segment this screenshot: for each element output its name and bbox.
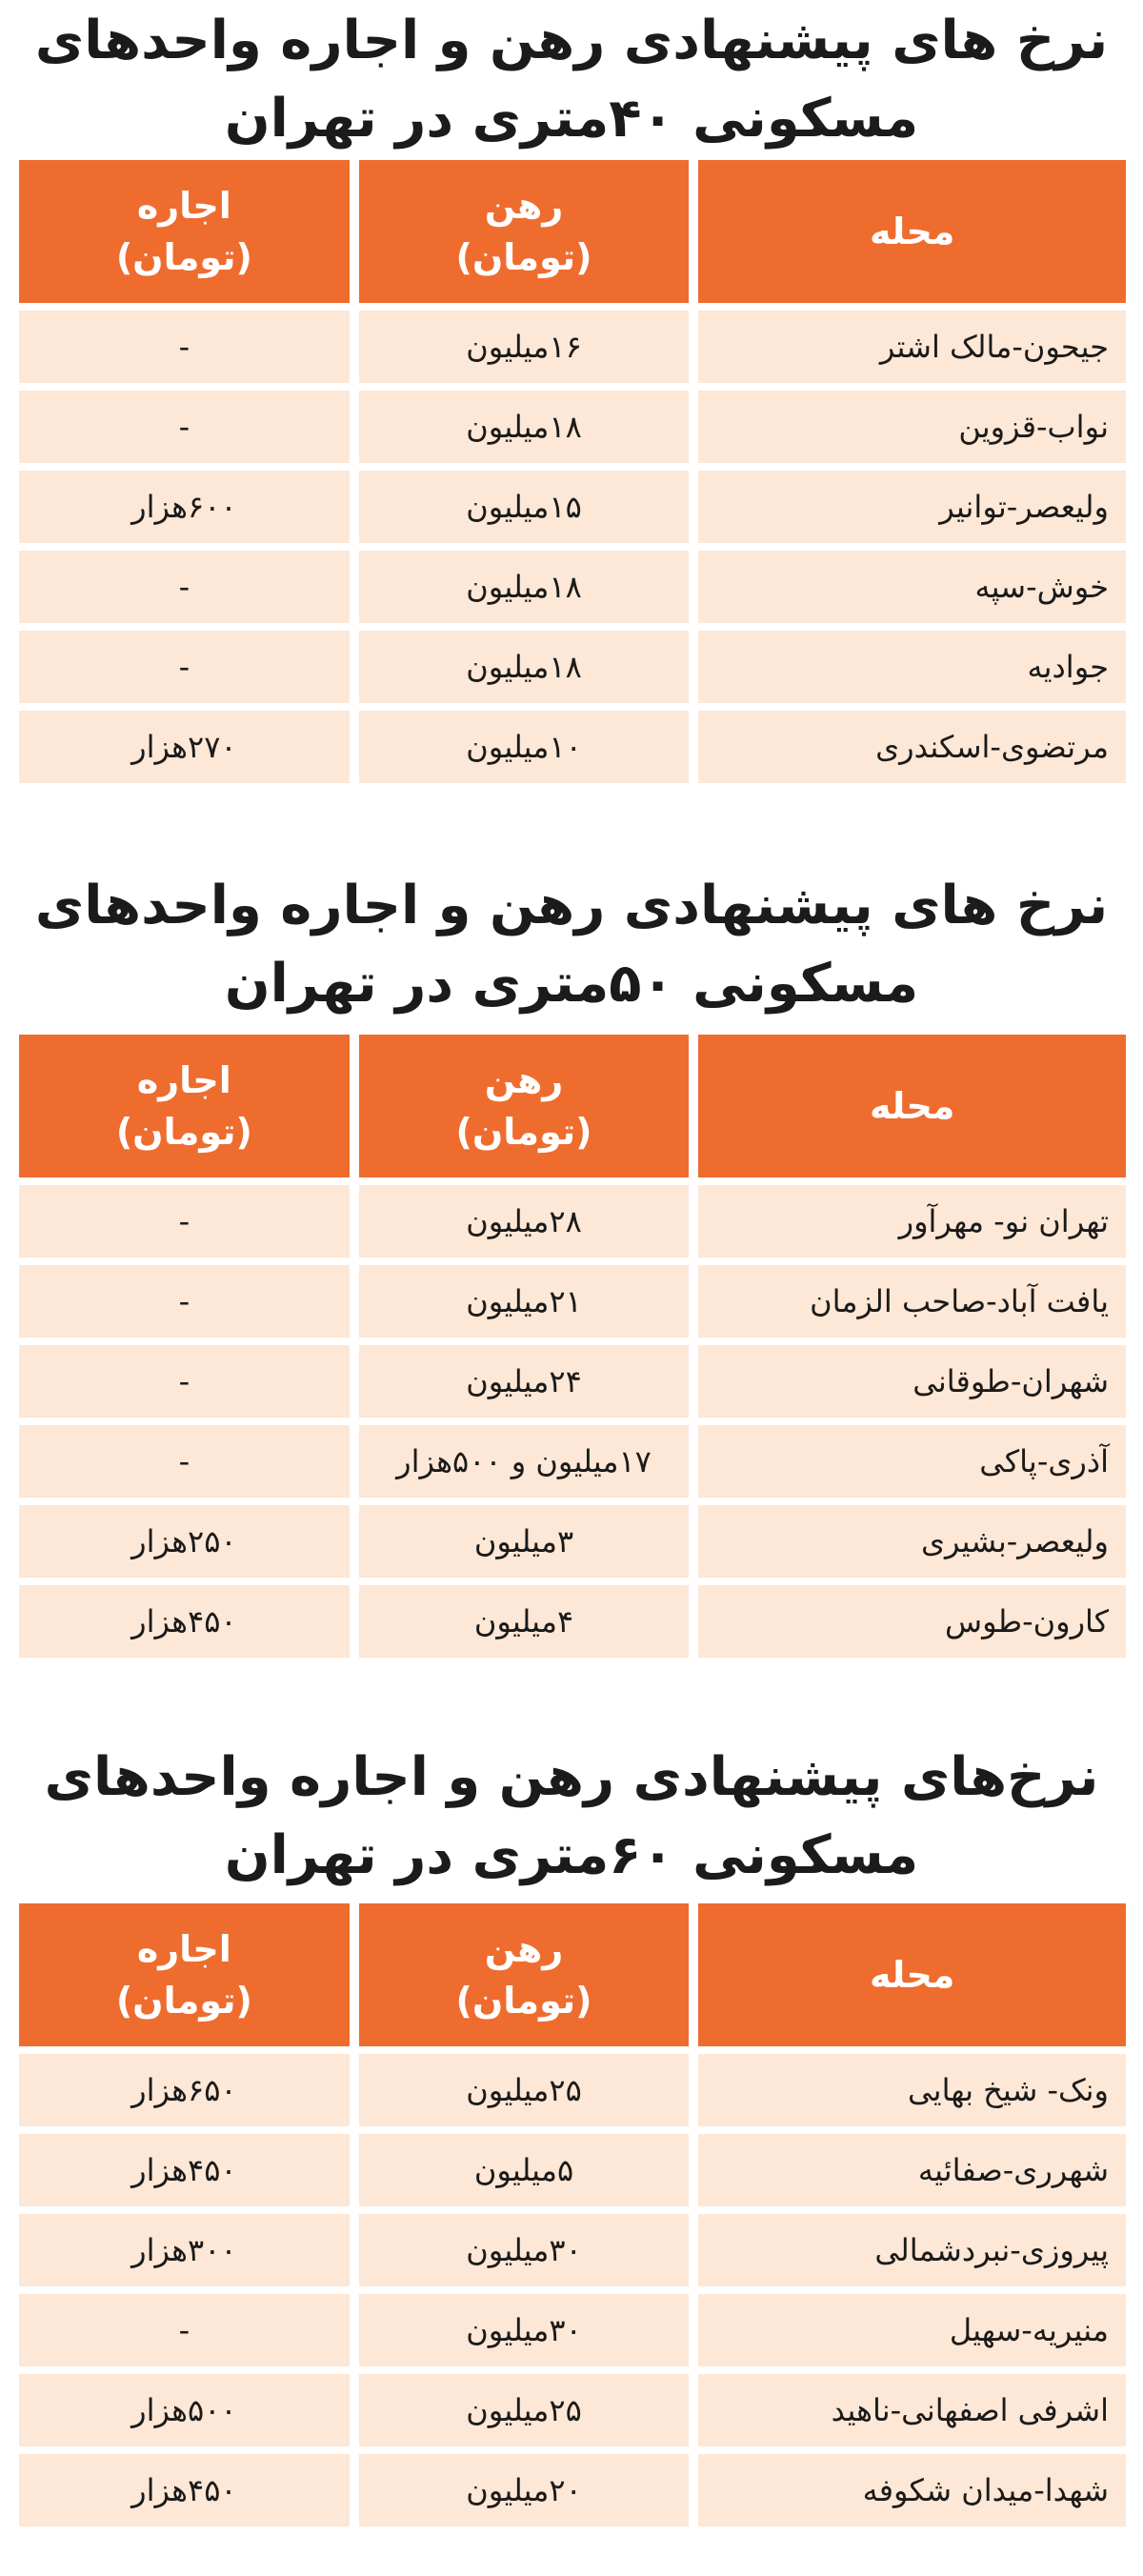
table-header-row	[19, 160, 1126, 303]
cell-area: شهدا-میدان شکوفه	[698, 2454, 1126, 2526]
rates-table	[10, 1896, 1135, 2534]
cell-mortgage: ۲۸میلیون	[359, 1185, 690, 1258]
cell-rent: ۲۷۰هزار	[19, 711, 350, 783]
cell-area: اشرفی اصفهانی-ناهید	[698, 2374, 1126, 2446]
cell-mortgage: ۲۴میلیون	[359, 1345, 690, 1418]
cell-mortgage: ۳۰میلیون	[359, 2294, 690, 2366]
header-rent: اجاره (تومان)	[19, 1903, 350, 2046]
cell-rent: ۴۵۰هزار	[19, 2134, 350, 2206]
title-line-2: مسکونی ۵۰متری در تهران	[224, 953, 919, 1015]
table-row	[19, 2214, 1126, 2286]
cell-area: خوش-سپه	[698, 551, 1126, 623]
cell-mortgage: ۱۸میلیون	[359, 551, 690, 623]
table-row	[19, 391, 1126, 463]
table-row	[19, 2134, 1126, 2206]
rates-table	[10, 1027, 1135, 1665]
table-row	[19, 1185, 1126, 1258]
cell-area: یافت آباد-صاحب الزمان	[698, 1265, 1126, 1338]
header-mortgage: رهن (تومان)	[359, 160, 690, 303]
table-row	[19, 711, 1126, 783]
cell-mortgage: ۳میلیون	[359, 1505, 690, 1578]
cell-mortgage: ۱۸میلیون	[359, 391, 690, 463]
cell-rent: -	[19, 1425, 350, 1498]
cell-mortgage: ۱۰میلیون	[359, 711, 690, 783]
cell-area: آذری-پاکی	[698, 1425, 1126, 1498]
cell-area: تهران نو- مهرآور	[698, 1185, 1126, 1258]
cell-rent: -	[19, 1345, 350, 1418]
cell-area: پیروزی-نبردشمالی	[698, 2214, 1126, 2286]
title-line-2: مسکونی ۶۰متری در تهران	[224, 1824, 919, 1886]
cell-mortgage: ۲۵میلیون	[359, 2054, 690, 2126]
cell-rent: -	[19, 631, 350, 703]
table-header-row	[19, 1035, 1126, 1177]
cell-mortgage: ۱۷میلیون و ۵۰۰هزار	[359, 1425, 690, 1498]
header-area: محله	[698, 160, 1126, 303]
cell-mortgage: ۱۸میلیون	[359, 631, 690, 703]
table-row	[19, 1585, 1126, 1658]
table-row	[19, 1265, 1126, 1338]
cell-area: ولیعصر-بشیری	[698, 1505, 1126, 1578]
header-rent: اجاره (تومان)	[19, 160, 350, 303]
header-mortgage: رهن (تومان)	[359, 1903, 690, 2046]
table-row	[19, 1505, 1126, 1578]
cell-rent: ۴۵۰هزار	[19, 1585, 350, 1658]
cell-mortgage: ۲۰میلیون	[359, 2454, 690, 2526]
title-line-2: مسکونی ۴۰متری در تهران	[224, 88, 919, 150]
cell-rent: ۶۵۰هزار	[19, 2054, 350, 2126]
cell-area: جیحون-مالک اشتر	[698, 311, 1126, 383]
cell-area: مرتضوی-اسکندری	[698, 711, 1126, 783]
cell-mortgage: ۵میلیون	[359, 2134, 690, 2206]
section-title	[0, 867, 1143, 1023]
rates-section-40m	[0, 0, 1143, 765]
table-row	[19, 311, 1126, 383]
table-row	[19, 2374, 1126, 2446]
header-rent: اجاره (تومان)	[19, 1035, 350, 1177]
table-row	[19, 2294, 1126, 2366]
table-row	[19, 631, 1126, 703]
cell-area: ولیعصر-توانیر	[698, 471, 1126, 543]
cell-mortgage: ۲۵میلیون	[359, 2374, 690, 2446]
cell-rent: -	[19, 551, 350, 623]
table-row	[19, 2454, 1126, 2526]
cell-mortgage: ۲۱میلیون	[359, 1265, 690, 1338]
table-row	[19, 471, 1126, 543]
header-area: محله	[698, 1903, 1126, 2046]
title-line-1: نرخ های پیشنهادی رهن و اجاره واحدهای	[34, 10, 1109, 71]
cell-rent: ۳۰۰هزار	[19, 2214, 350, 2286]
cell-rent: -	[19, 1185, 350, 1258]
table-row	[19, 1425, 1126, 1498]
table-row	[19, 551, 1126, 623]
cell-rent: -	[19, 391, 350, 463]
cell-mortgage: ۴میلیون	[359, 1585, 690, 1658]
cell-area: جوادیه	[698, 631, 1126, 703]
cell-mortgage: ۱۶میلیون	[359, 311, 690, 383]
cell-mortgage: ۳۰میلیون	[359, 2214, 690, 2286]
cell-rent: ۴۵۰هزار	[19, 2454, 350, 2526]
header-area: محله	[698, 1035, 1126, 1177]
cell-area: نواب-قزوین	[698, 391, 1126, 463]
cell-area: شهرری-صفائیه	[698, 2134, 1126, 2206]
rates-section-60m	[0, 1739, 1143, 2508]
header-mortgage: رهن (تومان)	[359, 1035, 690, 1177]
table-row	[19, 2054, 1126, 2126]
cell-rent: ۵۰۰هزار	[19, 2374, 350, 2446]
cell-area: منیریه-سهیل	[698, 2294, 1126, 2366]
rates-section-50m	[0, 867, 1143, 1640]
cell-rent: -	[19, 311, 350, 383]
cell-mortgage: ۱۵میلیون	[359, 471, 690, 543]
table-header-row	[19, 1903, 1126, 2046]
cell-rent: -	[19, 1265, 350, 1338]
cell-rent: -	[19, 2294, 350, 2366]
title-line-1: نرخ‌های پیشنهادی رهن و اجاره واحدهای	[44, 1746, 1099, 1808]
table-row	[19, 1345, 1126, 1418]
cell-rent: ۲۵۰هزار	[19, 1505, 350, 1578]
section-title	[0, 1739, 1143, 1895]
section-title	[0, 0, 1143, 158]
cell-area: کارون-طوس	[698, 1585, 1126, 1658]
cell-area: ونک- شیخ بهایی	[698, 2054, 1126, 2126]
rates-table	[10, 152, 1135, 791]
title-line-1: نرخ های پیشنهادی رهن و اجاره واحدهای	[34, 875, 1109, 936]
cell-rent: ۶۰۰هزار	[19, 471, 350, 543]
cell-area: شهران-طوقانی	[698, 1345, 1126, 1418]
